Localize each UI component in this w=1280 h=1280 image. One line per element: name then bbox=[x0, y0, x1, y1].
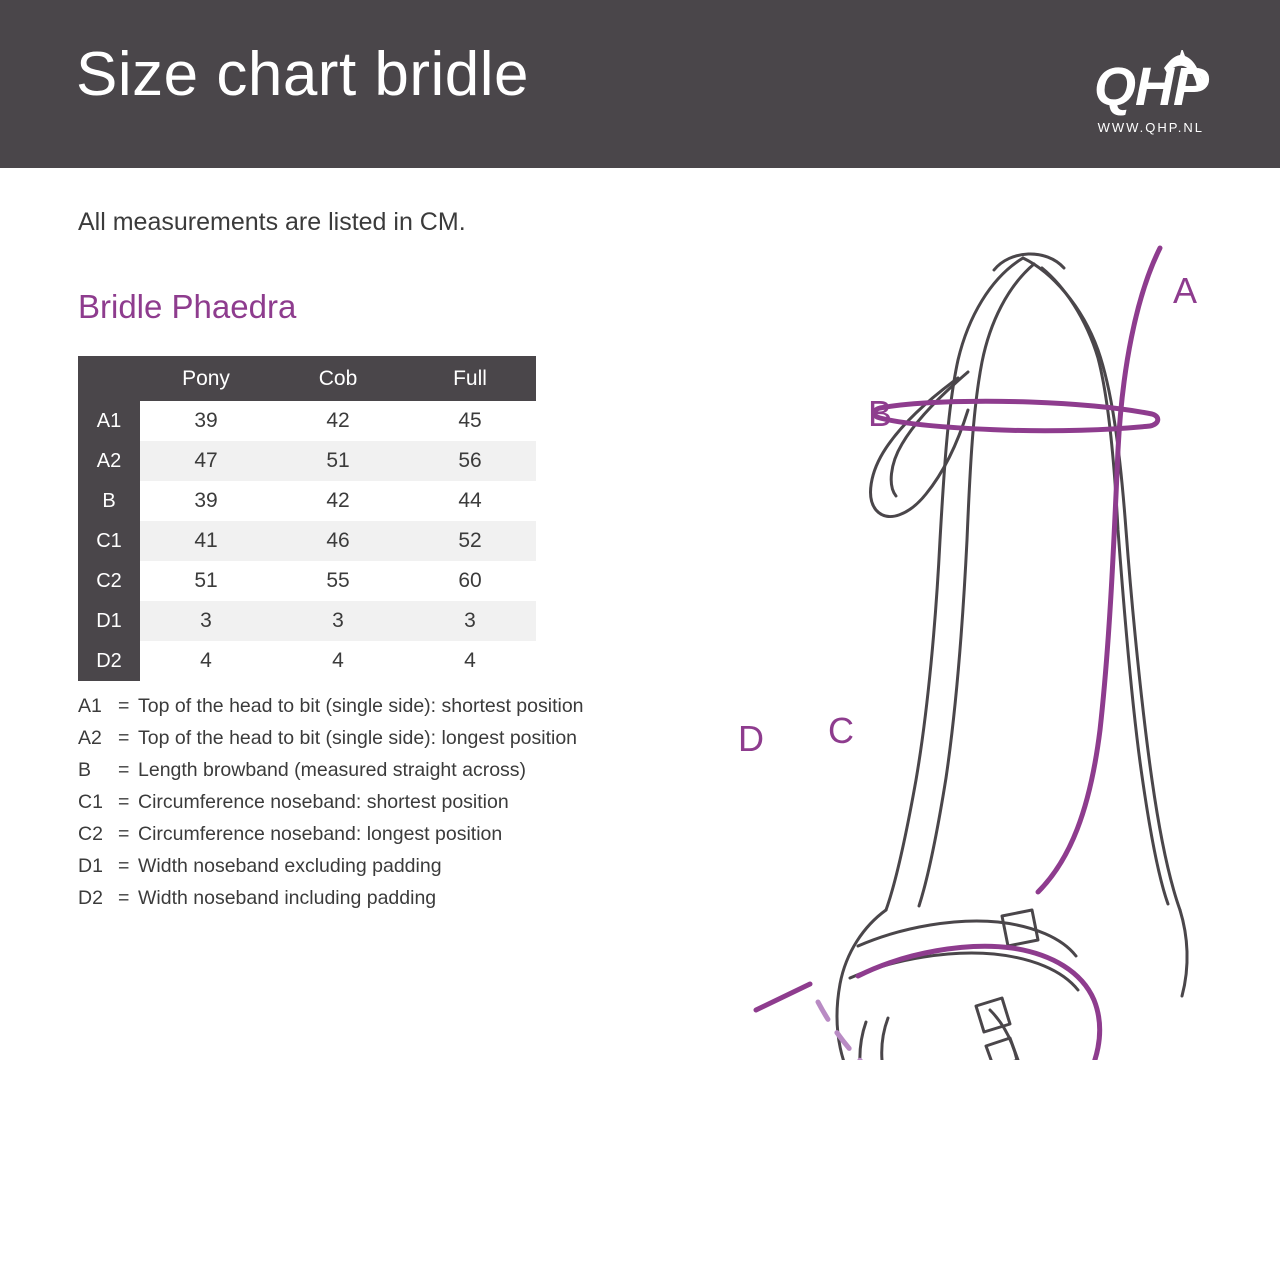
throatlash-inner bbox=[891, 372, 968, 496]
cheekpiece-right-outline bbox=[1023, 258, 1180, 910]
table-row bbox=[78, 521, 536, 561]
cell-a2-cob: 51 bbox=[272, 441, 404, 481]
table-row bbox=[78, 601, 536, 641]
legend-list bbox=[78, 690, 698, 914]
legend-text-d2: Width noseband including padding bbox=[138, 887, 437, 909]
legend-item bbox=[78, 690, 698, 722]
logo-wordmark: QHP bbox=[1093, 57, 1208, 117]
cell-c1-cob: 46 bbox=[272, 521, 404, 561]
legend-item bbox=[78, 850, 698, 882]
legend-item bbox=[78, 754, 698, 786]
cell-d2-full: 4 bbox=[404, 641, 536, 681]
legend-equals: = bbox=[118, 887, 130, 909]
table-row bbox=[78, 641, 536, 681]
crown-inner-right bbox=[1042, 268, 1168, 904]
row-label-b: B bbox=[78, 481, 140, 521]
diagram-label-b: B bbox=[868, 393, 893, 434]
cell-c1-pony: 41 bbox=[140, 521, 272, 561]
cell-d1-cob: 3 bbox=[272, 601, 404, 641]
diagram-label-c: C bbox=[828, 710, 854, 751]
legend-key-c1: C1 bbox=[78, 791, 103, 813]
page-title: Size chart bridle bbox=[76, 40, 530, 109]
cell-c2-full: 60 bbox=[404, 561, 536, 601]
row-label-c2: C2 bbox=[78, 561, 140, 601]
cell-a2-full: 56 bbox=[404, 441, 536, 481]
cell-d1-pony: 3 bbox=[140, 601, 272, 641]
size-table bbox=[78, 356, 536, 681]
row-label-a1: A1 bbox=[78, 401, 140, 441]
legend-text-c2: Circumference noseband: longest position bbox=[138, 823, 503, 845]
row-label-a2: A2 bbox=[78, 441, 140, 481]
legend-item bbox=[78, 882, 698, 914]
table-head bbox=[78, 356, 536, 401]
product-title: Bridle Phaedra bbox=[78, 288, 297, 325]
legend-key-a2: A2 bbox=[78, 727, 102, 749]
legend-key-d2: D2 bbox=[78, 887, 103, 909]
legend-key-b: B bbox=[78, 759, 92, 781]
legend-equals: = bbox=[118, 695, 130, 717]
legend-text-c1: Circumference noseband: shortest position bbox=[138, 791, 509, 813]
bridle-diagram bbox=[690, 210, 1260, 1060]
cell-d2-pony: 4 bbox=[140, 641, 272, 681]
logo-url: WWW.QHP.NL bbox=[1097, 120, 1204, 135]
cell-c2-cob: 55 bbox=[272, 561, 404, 601]
bridle-illustration bbox=[690, 210, 1260, 1060]
legend-equals: = bbox=[118, 823, 130, 845]
cell-a1-cob: 42 bbox=[272, 401, 404, 441]
noseband-band-top bbox=[858, 921, 1076, 956]
legend-text-a2: Top of the head to bit (single side): longest position bbox=[138, 727, 578, 749]
table-row bbox=[78, 481, 536, 521]
nose-loop-inner bbox=[882, 1018, 1010, 1060]
row-label-d1: D1 bbox=[78, 601, 140, 641]
legend-item bbox=[78, 818, 698, 850]
table-row bbox=[78, 401, 536, 441]
size-table-container bbox=[78, 356, 536, 681]
legend-equals: = bbox=[118, 791, 130, 813]
table-body bbox=[78, 401, 536, 681]
row-label-d2: D2 bbox=[78, 641, 140, 681]
column-header-pony: Pony bbox=[140, 356, 272, 401]
cell-c1-full: 52 bbox=[404, 521, 536, 561]
diagram-label-d: D bbox=[738, 718, 764, 759]
noseband-right-outline bbox=[1180, 910, 1187, 996]
measure-d-tick bbox=[756, 984, 810, 1010]
measure-c-line bbox=[858, 946, 1100, 1060]
legend-item bbox=[78, 722, 698, 754]
measurement-units-note: All measurements are listed in CM. bbox=[78, 208, 466, 236]
legend-text-d1: Width noseband excluding padding bbox=[138, 855, 442, 877]
cell-b-pony: 39 bbox=[140, 481, 272, 521]
table-row bbox=[78, 561, 536, 601]
legend-key-d1: D1 bbox=[78, 855, 103, 877]
column-header-cob: Cob bbox=[272, 356, 404, 401]
legend-text-a1: Top of the head to bit (single side): shortest position bbox=[138, 695, 584, 717]
nose-buckle bbox=[986, 1038, 1018, 1060]
legend-equals: = bbox=[118, 727, 130, 749]
cheekpiece-left-outline bbox=[886, 258, 1023, 910]
column-header-full: Full bbox=[404, 356, 536, 401]
cell-a1-full: 45 bbox=[404, 401, 536, 441]
cell-d1-full: 3 bbox=[404, 601, 536, 641]
table-row bbox=[78, 441, 536, 481]
measure-b-loop bbox=[874, 401, 1158, 431]
table-corner-cell bbox=[78, 356, 140, 401]
diagram-label-a: A bbox=[1173, 270, 1198, 311]
cell-a1-pony: 39 bbox=[140, 401, 272, 441]
row-label-c1: C1 bbox=[78, 521, 140, 561]
cell-b-full: 44 bbox=[404, 481, 536, 521]
legend-item bbox=[78, 786, 698, 818]
legend-text-b: Length browband (measured straight across) bbox=[138, 759, 527, 781]
cell-d2-cob: 4 bbox=[272, 641, 404, 681]
legend-key-a1: A1 bbox=[78, 695, 102, 717]
page-header bbox=[0, 0, 1280, 168]
cell-a2-pony: 47 bbox=[140, 441, 272, 481]
cell-c2-pony: 51 bbox=[140, 561, 272, 601]
legend-key-c2: C2 bbox=[78, 823, 103, 845]
legend-equals: = bbox=[118, 855, 130, 877]
table-header-row bbox=[78, 356, 536, 401]
measure-a-line bbox=[1038, 248, 1160, 892]
cell-b-cob: 42 bbox=[272, 481, 404, 521]
legend-equals: = bbox=[118, 759, 130, 781]
